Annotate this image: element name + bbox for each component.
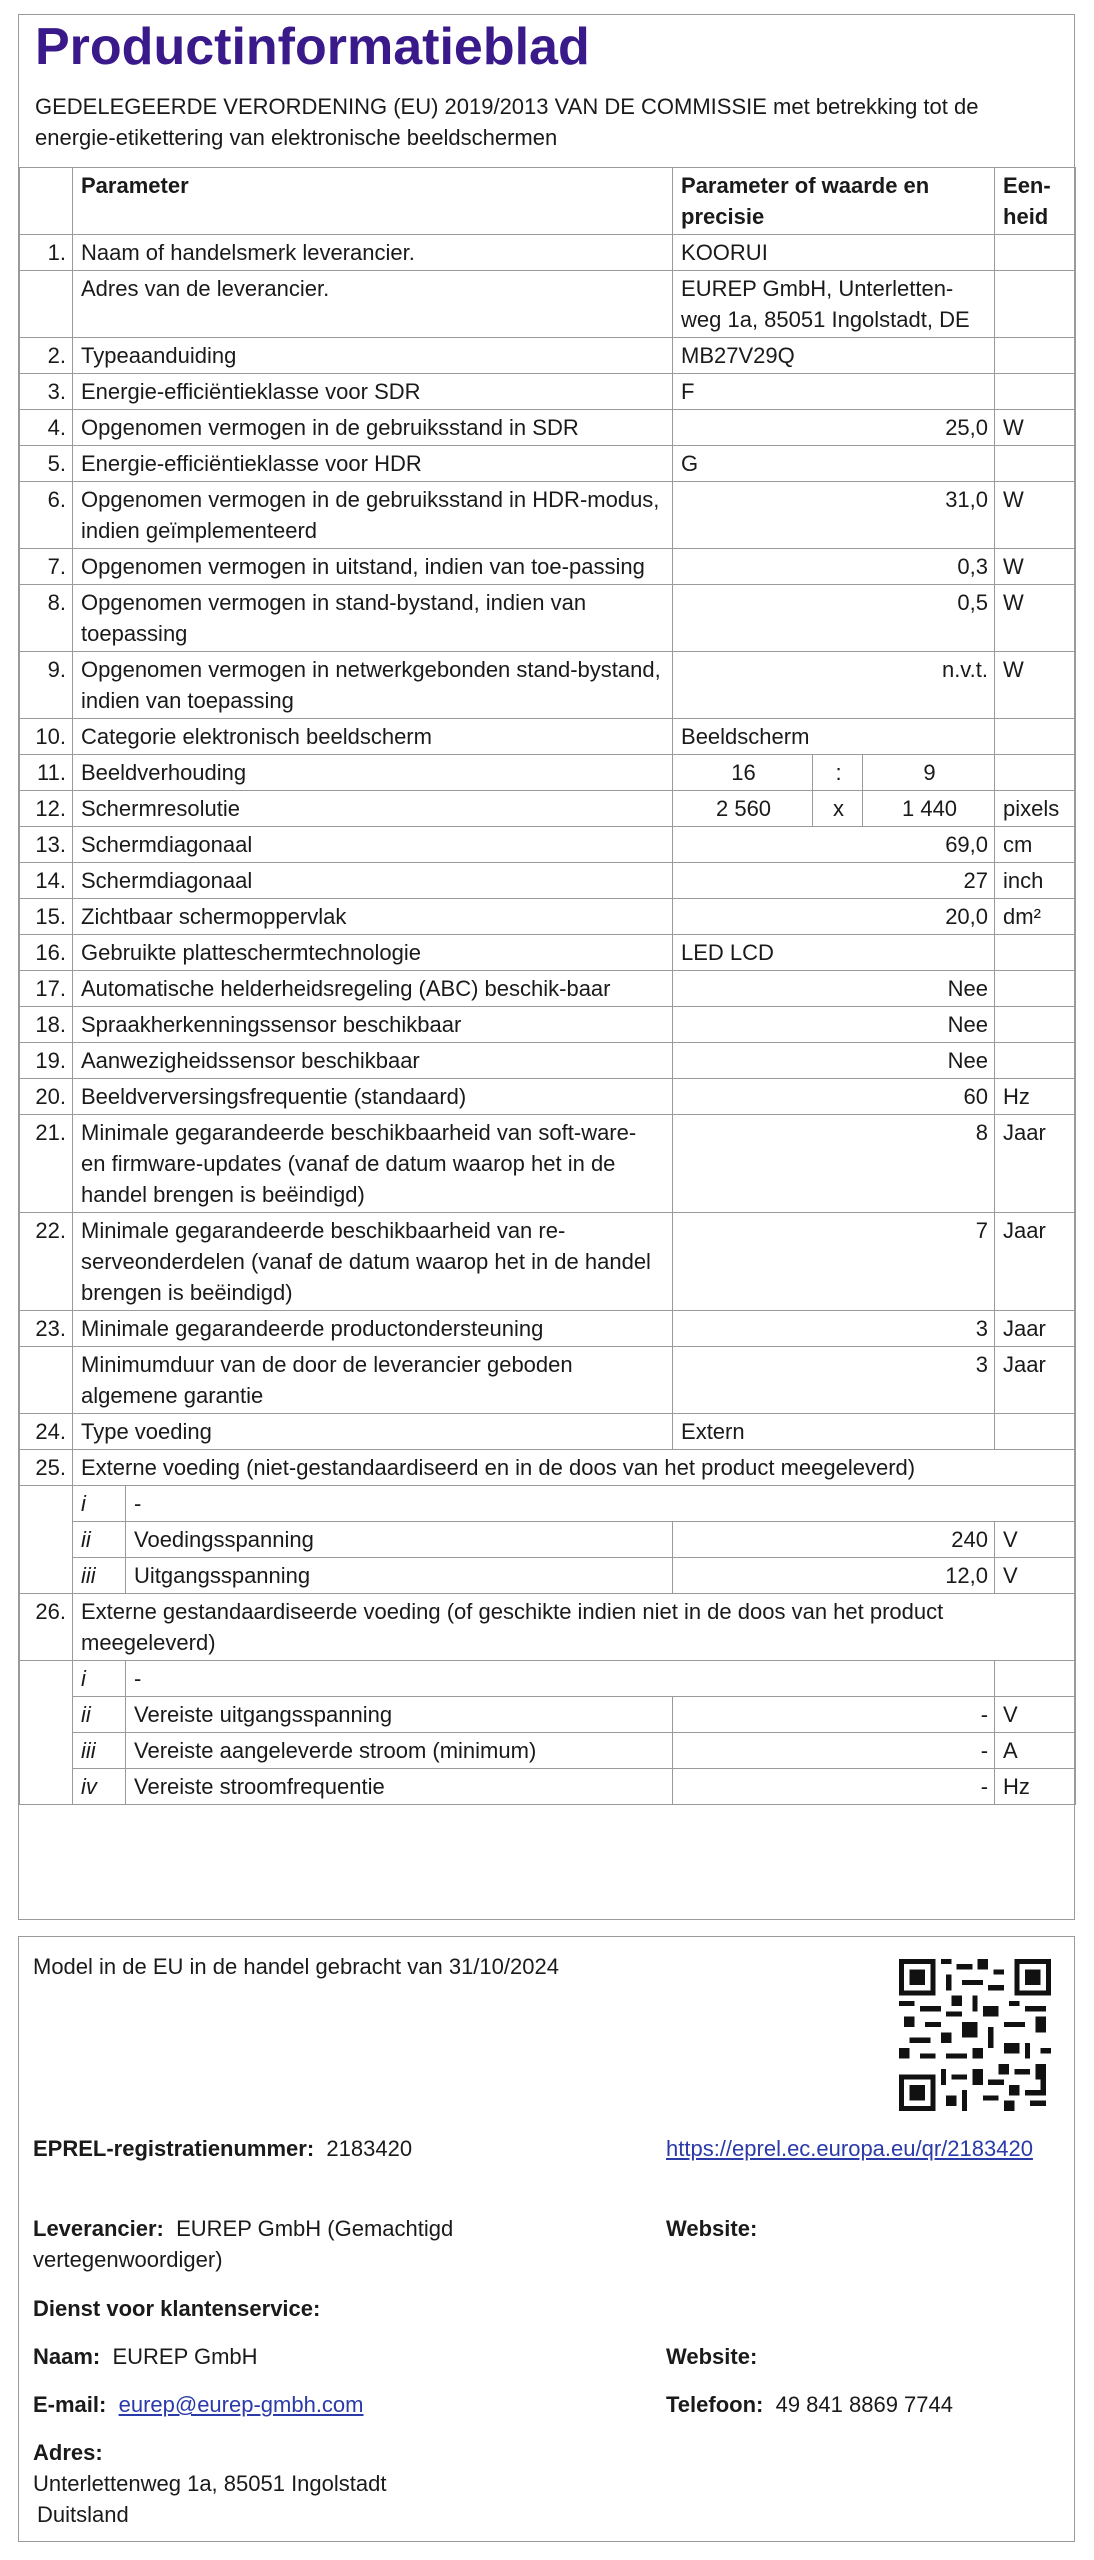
- parameter-cell: Opgenomen vermogen in uitstand, indien van toe-passing: [73, 549, 673, 585]
- table-row: [20, 482, 1076, 549]
- value-cell: Beeldscherm: [673, 719, 995, 755]
- table-row: [20, 1769, 1076, 1805]
- value-cell: -: [673, 1769, 995, 1805]
- row-number: 10.: [20, 719, 73, 755]
- email-line: [33, 2389, 364, 2420]
- value-left: 2 560: [673, 791, 813, 827]
- row-number: [20, 1347, 73, 1414]
- table-row: [20, 271, 1076, 338]
- row-number: 18.: [20, 1007, 73, 1043]
- parameter-cell: Minimumduur van de door de leverancier geboden algemene garantie: [73, 1347, 673, 1414]
- address-line-1: Unterlettenweg 1a, 85051 Ingolstadt: [33, 2471, 387, 2496]
- parameter-cell: Energie-efficiëntieklasse voor HDR: [73, 446, 673, 482]
- name-label: Naam:: [33, 2344, 101, 2369]
- value-cell: Nee: [673, 971, 995, 1007]
- value-cell: 7: [673, 1213, 995, 1311]
- row-number: 25.: [20, 1450, 73, 1486]
- table-row: [20, 719, 1076, 755]
- sub-index: iv: [73, 1769, 126, 1805]
- value-cell: LED LCD: [673, 935, 995, 971]
- row-number: 22.: [20, 1213, 73, 1311]
- spec-table: [19, 167, 1076, 1805]
- parameter-cell: Naam of handelsmerk leverancier.: [73, 235, 673, 271]
- row-number: 4.: [20, 410, 73, 446]
- unit-cell: W: [995, 549, 1076, 585]
- parameter-cell: Automatische helderheidsregeling (ABC) beschik-baar: [73, 971, 673, 1007]
- value-cell: Nee: [673, 1043, 995, 1079]
- row-number: 19.: [20, 1043, 73, 1079]
- parameter-cell: Schermdiagonaal: [73, 827, 673, 863]
- header-parameter: Parameter: [73, 168, 673, 235]
- header-value: Parameter of waarde en precisie: [673, 168, 995, 235]
- parameter-cell: Opgenomen vermogen in de gebruiksstand in SDR: [73, 410, 673, 446]
- table-row: [20, 338, 1076, 374]
- header-num-cell: [20, 168, 73, 235]
- email-label: E-mail:: [33, 2392, 107, 2417]
- unit-cell: W: [995, 410, 1076, 446]
- unit-cell: [995, 271, 1076, 338]
- table-row: [20, 374, 1076, 410]
- table-row: [20, 235, 1076, 271]
- unit-cell: A: [995, 1733, 1076, 1769]
- value-cell: MB27V29Q: [673, 338, 995, 374]
- parameter-cell: Type voeding: [73, 1414, 673, 1450]
- row-number: 15.: [20, 899, 73, 935]
- table-row: [20, 899, 1076, 935]
- eprel-label: EPREL-registratienummer:: [33, 2136, 315, 2161]
- value-cell: 20,0: [673, 899, 995, 935]
- table-row: [20, 652, 1076, 719]
- value-cell: 25,0: [673, 410, 995, 446]
- parameter-cell: Opgenomen vermogen in netwerkgebonden stand-bystand, indien van toepassing: [73, 652, 673, 719]
- row-number: 13.: [20, 827, 73, 863]
- unit-cell: W: [995, 585, 1076, 652]
- unit-cell: Hz: [995, 1079, 1076, 1115]
- value-cell: 0,5: [673, 585, 995, 652]
- page-title: Productinformatieblad: [35, 18, 590, 76]
- sub-index: ii: [73, 1697, 126, 1733]
- value-right: 9: [863, 755, 995, 791]
- table-row: [20, 1661, 1076, 1697]
- table-row: [20, 1414, 1076, 1450]
- supplier-line: [33, 2213, 643, 2275]
- unit-cell: [995, 971, 1076, 1007]
- unit-cell: Jaar: [995, 1115, 1076, 1213]
- row-number: [20, 271, 73, 338]
- table-row: [20, 1213, 1076, 1311]
- unit-cell: Jaar: [995, 1213, 1076, 1311]
- table-row: [20, 1450, 1076, 1486]
- table-row: [20, 935, 1076, 971]
- row-number: 12.: [20, 791, 73, 827]
- parameter-cell: Minimale gegarandeerde productondersteuning: [73, 1311, 673, 1347]
- parameter-cell: Aanwezigheidssensor beschikbaar: [73, 1043, 673, 1079]
- table-row: [20, 791, 1076, 827]
- parameter-cell: Minimale gegarandeerde beschikbaarheid van soft-ware- en firmware-updates (vanaf de datum waarop het in de handel brengen is beëindigd): [73, 1115, 673, 1213]
- value-right: 1 440: [863, 791, 995, 827]
- row-number: 24.: [20, 1414, 73, 1450]
- table-row: [20, 585, 1076, 652]
- parameter-cell: Spraakherkenningssensor beschikbaar: [73, 1007, 673, 1043]
- address-label: Adres:: [33, 2440, 103, 2465]
- row-number: 8.: [20, 585, 73, 652]
- table-row: [20, 1522, 1076, 1558]
- row-number: 14.: [20, 863, 73, 899]
- value-cell: -: [673, 1697, 995, 1733]
- row-number: 26.: [20, 1594, 73, 1661]
- unit-cell: dm²: [995, 899, 1076, 935]
- value-cell: 8: [673, 1115, 995, 1213]
- unit-cell: Hz: [995, 1769, 1076, 1805]
- table-row: [20, 1007, 1076, 1043]
- value-cell: G: [673, 446, 995, 482]
- value-cell: 3: [673, 1347, 995, 1414]
- parameter-cell: Opgenomen vermogen in stand-bystand, indien van toepassing: [73, 585, 673, 652]
- value-cell: 3: [673, 1311, 995, 1347]
- unit-cell: [995, 1007, 1076, 1043]
- sub-index: ii: [73, 1522, 126, 1558]
- row-number: 1.: [20, 235, 73, 271]
- unit-cell: Jaar: [995, 1347, 1076, 1414]
- parameter-cell: Energie-efficiëntieklasse voor SDR: [73, 374, 673, 410]
- phone-value: 49 841 8869 7744: [775, 2392, 953, 2417]
- unit-cell: pixels: [995, 791, 1076, 827]
- eprel-url-link[interactable]: https://eprel.ec.europa.eu/qr/2183420: [666, 2136, 1033, 2161]
- row-number-empty: [20, 1486, 73, 1594]
- table-row: [20, 410, 1076, 446]
- unit-cell: inch: [995, 863, 1076, 899]
- parameter-cell: -: [126, 1661, 995, 1697]
- unit-cell: V: [995, 1558, 1076, 1594]
- row-number-empty: [20, 1661, 73, 1805]
- parameter-cell: Uitgangsspanning: [126, 1558, 673, 1594]
- row-number: 2.: [20, 338, 73, 374]
- eprel-line: [33, 2133, 412, 2164]
- parameter-cell: Externe gestandaardiseerde voeding (of geschikte indien niet in de doos van het product meegeleverd): [73, 1594, 1076, 1661]
- row-number: 17.: [20, 971, 73, 1007]
- sub-index: i: [73, 1486, 126, 1522]
- table-row: [20, 863, 1076, 899]
- customer-service-heading: Dienst voor klantenservice:: [33, 2296, 321, 2321]
- unit-cell: [995, 1661, 1076, 1697]
- value-left: 16: [673, 755, 813, 791]
- unit-cell: [995, 235, 1076, 271]
- address-line-2: Duitsland: [37, 2502, 129, 2527]
- parameter-cell: Schermresolutie: [73, 791, 673, 827]
- value-cell: 240: [673, 1522, 995, 1558]
- table-row: [20, 755, 1076, 791]
- unit-cell: [995, 755, 1076, 791]
- value-cell: 0,3: [673, 549, 995, 585]
- value-cell: Nee: [673, 1007, 995, 1043]
- table-row: [20, 1115, 1076, 1213]
- table-row: [20, 1043, 1076, 1079]
- value-cell: 12,0: [673, 1558, 995, 1594]
- unit-cell: V: [995, 1522, 1076, 1558]
- website-label-2: Website:: [666, 2344, 758, 2369]
- phone-label: Telefoon:: [666, 2392, 764, 2417]
- parameter-cell: Externe voeding (niet-gestandaardiseerd en in de doos van het product meegeleverd): [73, 1450, 1076, 1486]
- parameter-cell: Gebruikte platteschermtechnologie: [73, 935, 673, 971]
- product-info-sheet: [18, 14, 1075, 1920]
- unit-cell: [995, 719, 1076, 755]
- unit-cell: cm: [995, 827, 1076, 863]
- value-cell: -: [673, 1733, 995, 1769]
- unit-cell: [995, 338, 1076, 374]
- parameter-cell: Voedingsspanning: [126, 1522, 673, 1558]
- value-cell: F: [673, 374, 995, 410]
- parameter-cell: Vereiste uitgangsspanning: [126, 1697, 673, 1733]
- value-cell: 27: [673, 863, 995, 899]
- row-number: 20.: [20, 1079, 73, 1115]
- parameter-cell: Vereiste aangeleverde stroom (minimum): [126, 1733, 673, 1769]
- row-number: 5.: [20, 446, 73, 482]
- sub-index: i: [73, 1661, 126, 1697]
- header-unit: Een-heid: [995, 168, 1076, 235]
- model-date: Model in de EU in de handel gebracht van 31/10/2024: [33, 1954, 559, 1979]
- unit-cell: [995, 374, 1076, 410]
- qr-code-icon: [899, 1959, 1051, 2111]
- table-row: [20, 1347, 1076, 1414]
- value-cell: EUREP GmbH, Unterletten-weg 1a, 85051 Ingolstadt, DE: [673, 271, 995, 338]
- value-cell: 31,0: [673, 482, 995, 549]
- phone-line: [666, 2389, 953, 2420]
- value-separator: :: [813, 755, 863, 791]
- row-number: 3.: [20, 374, 73, 410]
- value-cell: KOORUI: [673, 235, 995, 271]
- row-number: 21.: [20, 1115, 73, 1213]
- parameter-cell: Beeldverversingsfrequentie (standaard): [73, 1079, 673, 1115]
- email-link[interactable]: eurep@eurep-gmbh.com: [118, 2392, 364, 2417]
- table-row: [20, 446, 1076, 482]
- parameter-cell: -: [126, 1486, 1076, 1522]
- unit-cell: W: [995, 482, 1076, 549]
- row-number: 6.: [20, 482, 73, 549]
- table-header-row: [20, 168, 1076, 235]
- table-row: [20, 1697, 1076, 1733]
- value-cell: n.v.t.: [673, 652, 995, 719]
- table-row: [20, 1594, 1076, 1661]
- table-row: [20, 827, 1076, 863]
- parameter-cell: Categorie elektronisch beeldscherm: [73, 719, 673, 755]
- website-label: Website:: [666, 2216, 758, 2241]
- sub-index: iii: [73, 1558, 126, 1594]
- eprel-number: 2183420: [326, 2136, 413, 2161]
- sub-index: iii: [73, 1733, 126, 1769]
- table-row: [20, 1733, 1076, 1769]
- table-row: [20, 1558, 1076, 1594]
- row-number: 7.: [20, 549, 73, 585]
- unit-cell: [995, 446, 1076, 482]
- value-separator: x: [813, 791, 863, 827]
- unit-cell: [995, 1414, 1076, 1450]
- value-cell: Extern: [673, 1414, 995, 1450]
- value-cell: 69,0: [673, 827, 995, 863]
- table-row: [20, 1079, 1076, 1115]
- unit-cell: Jaar: [995, 1311, 1076, 1347]
- table-row: [20, 971, 1076, 1007]
- table-row: [20, 1311, 1076, 1347]
- parameter-cell: Minimale gegarandeerde beschikbaarheid van re-serveonderdelen (vanaf de datum waarop het in de handel brengen is beëindigd): [73, 1213, 673, 1311]
- supplier-value: EUREP GmbH (Gemachtigd vertegenwoordiger): [33, 2216, 454, 2272]
- parameter-cell: Vereiste stroomfrequentie: [126, 1769, 673, 1805]
- unit-cell: W: [995, 652, 1076, 719]
- service-name-line: [33, 2341, 258, 2372]
- supplier-label: Leverancier:: [33, 2216, 164, 2241]
- parameter-cell: Schermdiagonaal: [73, 863, 673, 899]
- row-number: 23.: [20, 1311, 73, 1347]
- parameter-cell: Typeaanduiding: [73, 338, 673, 374]
- row-number: 9.: [20, 652, 73, 719]
- parameter-cell: Beeldverhouding: [73, 755, 673, 791]
- unit-cell: [995, 1043, 1076, 1079]
- row-number: 16.: [20, 935, 73, 971]
- row-number: 11.: [20, 755, 73, 791]
- name-value: EUREP GmbH: [112, 2344, 258, 2369]
- parameter-cell: Zichtbaar schermoppervlak: [73, 899, 673, 935]
- unit-cell: [995, 935, 1076, 971]
- parameter-cell: Opgenomen vermogen in de gebruiksstand in HDR-modus, indien geïmplementeerd: [73, 482, 673, 549]
- value-cell: 60: [673, 1079, 995, 1115]
- supplier-info-panel: [18, 1936, 1075, 2542]
- regulation-subtitle: GEDELEGEERDE VERORDENING (EU) 2019/2013 VAN DE COMMISSIE met betrekking tot de energie-etikettering van elektronische beeldschermen: [35, 94, 979, 150]
- table-row: [20, 1486, 1076, 1522]
- parameter-cell: Adres van de leverancier.: [73, 271, 673, 338]
- table-row: [20, 549, 1076, 585]
- unit-cell: V: [995, 1697, 1076, 1733]
